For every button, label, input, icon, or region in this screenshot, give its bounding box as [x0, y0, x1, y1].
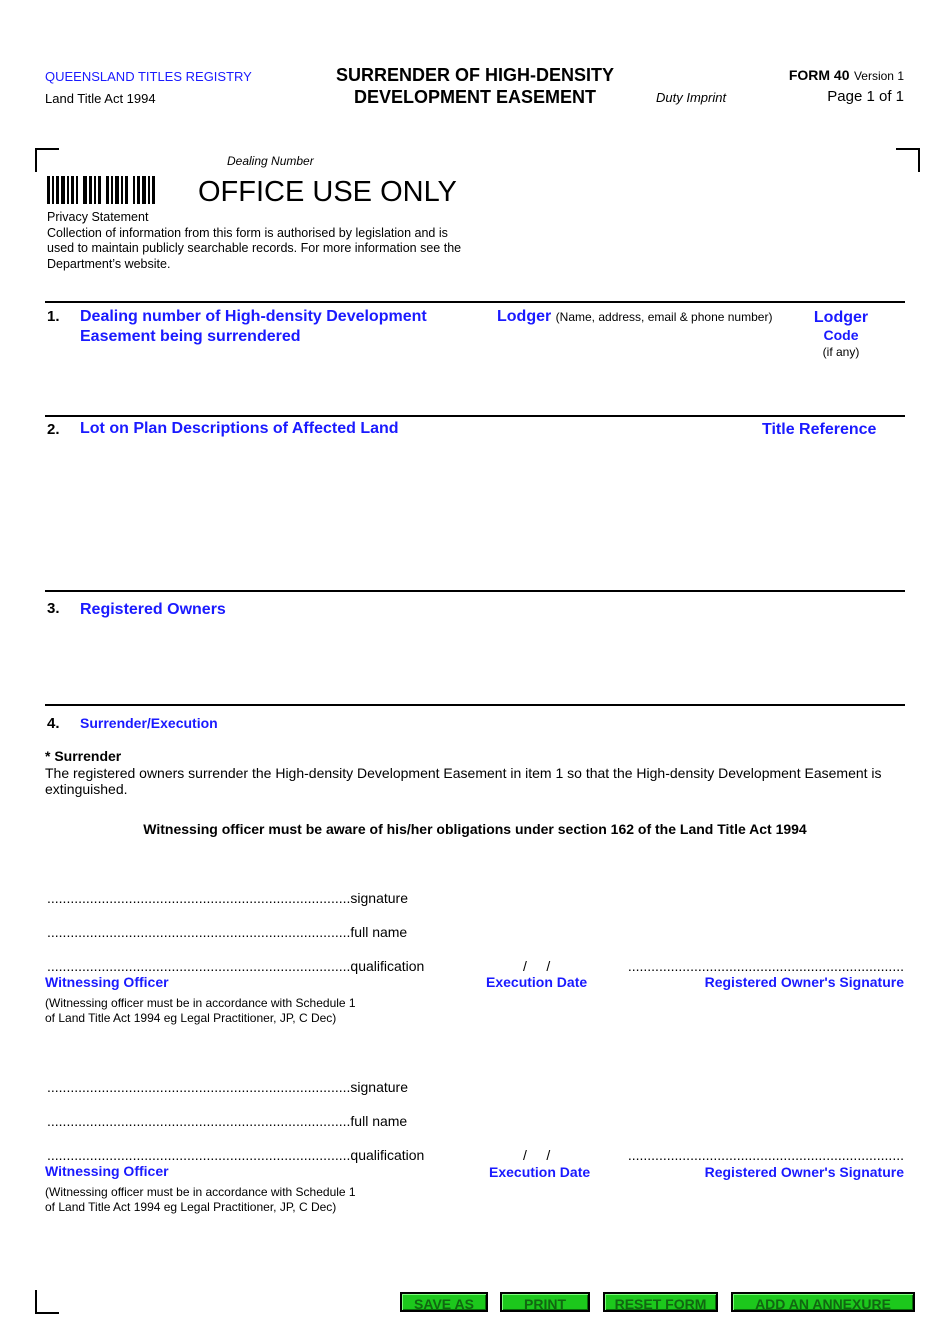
print-button[interactable]: PRINT: [500, 1292, 590, 1312]
section4-number: 4.: [47, 715, 60, 732]
witness-note-line2: of Land Title Act 1994 eg Legal Practitioner, JP, C Dec): [45, 1200, 337, 1214]
witness-signature-line[interactable]: [47, 1079, 408, 1095]
section-divider: [45, 590, 905, 592]
witness-note-line2: of Land Title Act 1994 eg Legal Practitioner, JP, C Dec): [45, 1011, 337, 1025]
save-as-button[interactable]: SAVE AS: [400, 1292, 488, 1312]
lodger-label: Lodger: [497, 308, 552, 325]
owner-signature-line[interactable]: .......................................................................: [627, 1147, 904, 1163]
signature-label: signature: [350, 890, 408, 906]
corner-mark-top-left: [35, 148, 59, 172]
full-name-label: full name: [350, 924, 408, 940]
dotted-line: ..............................................................................: [47, 1079, 351, 1095]
section1-heading: [80, 307, 427, 347]
dotted-line: ..............................................................................: [47, 924, 351, 940]
execution-date-field[interactable]: / /: [523, 1147, 551, 1163]
section-divider: [45, 301, 905, 303]
witness-note-line1: (Witnessing officer must be in accordance with Schedule 1: [45, 996, 356, 1010]
lodger-heading: [497, 308, 772, 326]
form-title-line2: DEVELOPMENT EASEMENT: [353, 87, 597, 107]
page-indicator: Page 1 of 1: [827, 88, 904, 105]
witness-note: [45, 996, 356, 1026]
execution-date-label: Execution Date: [486, 974, 588, 990]
corner-mark-top-right: [896, 148, 920, 172]
witness-warning: Witnessing officer must be aware of his/her obligations under section 162 of the Land Title Act 1994: [143, 821, 807, 837]
owner-signature-label: Registered Owner's Signature: [704, 974, 904, 990]
lodger-code-line1: Lodger: [813, 309, 869, 326]
witness-full-name-line[interactable]: [47, 924, 407, 940]
corner-mark-bottom-left: [35, 1290, 59, 1314]
dealing-number-label: Dealing Number: [227, 154, 314, 168]
surrender-text-line1: The registered owners surrender the High-density Development Easement in item 1 so that the High-density Development Easement is: [45, 765, 882, 781]
signature-label: signature: [350, 1079, 408, 1095]
dotted-line: ..............................................................................: [47, 1147, 351, 1163]
form-version: Version 1: [853, 69, 904, 83]
witness-qualification-line[interactable]: [47, 958, 424, 974]
surrender-label: * Surrender: [45, 748, 122, 764]
surrender-text-line2: extinguished.: [45, 781, 128, 797]
registry-name: QUEENSLAND TITLES REGISTRY: [45, 69, 252, 84]
witness-note: [45, 1185, 356, 1215]
title-reference-heading: Title Reference: [762, 421, 877, 438]
section1-heading-line2: Easement being surrendered: [80, 328, 301, 345]
section-divider: [45, 415, 905, 417]
privacy-text-line2: used to maintain publicly searchable records. For more information see the: [47, 241, 462, 255]
act-name: Land Title Act 1994: [45, 91, 156, 106]
execution-date-field[interactable]: / /: [523, 958, 551, 974]
surrender-text: [45, 765, 915, 797]
section1-number: 1.: [47, 308, 60, 325]
witness-signature-line[interactable]: [47, 890, 408, 906]
duty-imprint-label: Duty Imprint: [656, 90, 727, 105]
privacy-statement: [47, 210, 461, 272]
owner-signature-label: Registered Owner's Signature: [704, 1164, 904, 1180]
privacy-text-line1: Collection of information from this form is authorised by legislation and is: [47, 225, 448, 240]
witness-note-line1: (Witnessing officer must be in accordance with Schedule 1: [45, 1185, 356, 1199]
privacy-text-line3: Department’s website.: [47, 256, 171, 271]
barcode-icon: [47, 176, 180, 204]
lodger-code-heading: [810, 308, 872, 360]
lodger-hint: (Name, address, email & phone number): [555, 310, 773, 324]
qualification-label: qualification: [350, 958, 425, 974]
reset-form-button[interactable]: RESET FORM: [603, 1292, 718, 1312]
section3-number: 3.: [47, 600, 60, 617]
form-number-block: [789, 67, 904, 85]
section4-heading: Surrender/Execution: [80, 715, 218, 731]
privacy-title: Privacy Statement: [47, 210, 149, 224]
lodger-code-line2: Code: [823, 327, 859, 343]
section1-heading-line1: Dealing number of High-density Development: [80, 308, 427, 325]
witness-full-name-line[interactable]: [47, 1113, 407, 1129]
section3-heading: Registered Owners: [80, 601, 226, 618]
form-title: [310, 64, 640, 108]
dotted-line: ..............................................................................: [47, 1113, 351, 1129]
execution-date-label: Execution Date: [489, 1164, 591, 1180]
full-name-label: full name: [350, 1113, 408, 1129]
qualification-label: qualification: [350, 1147, 425, 1163]
section2-heading: Lot on Plan Descriptions of Affected Land: [80, 420, 399, 437]
add-annexure-button[interactable]: ADD AN ANNEXURE: [731, 1292, 915, 1312]
lodger-code-hint: (if any): [822, 345, 860, 359]
office-use-only: OFFICE USE ONLY: [198, 176, 457, 208]
form-number: FORM 40: [788, 67, 850, 83]
witnessing-officer-label: Witnessing Officer: [45, 1163, 169, 1179]
dotted-line: ..............................................................................: [47, 958, 351, 974]
owner-signature-line[interactable]: .......................................................................: [627, 958, 904, 974]
form-title-line1: SURRENDER OF HIGH-DENSITY: [335, 65, 614, 85]
dotted-line: ..............................................................................: [47, 890, 351, 906]
section-divider: [45, 704, 905, 706]
witnessing-officer-label: Witnessing Officer: [45, 974, 169, 990]
witness-qualification-line[interactable]: [47, 1147, 424, 1163]
section2-number: 2.: [47, 421, 60, 438]
